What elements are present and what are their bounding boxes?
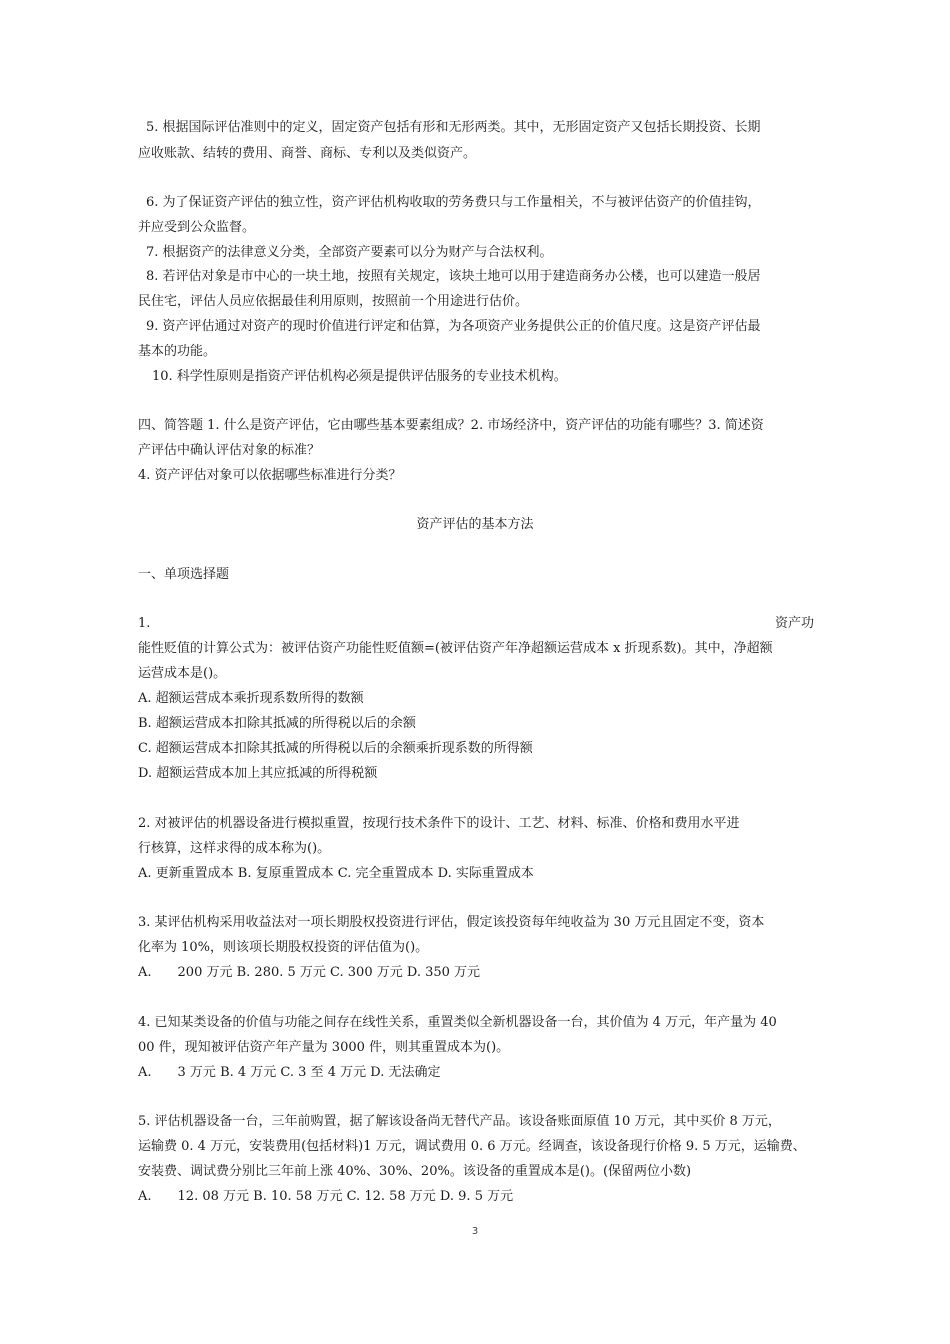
q2-line1: 2. 对被评估的机器设备进行模拟重置，按现行技术条件下的设计、工艺、材料、标准、价格和费用水平进 xyxy=(138,816,740,831)
q1-number: 1. xyxy=(138,616,151,631)
section-title: 一、单项选择题 xyxy=(138,567,230,582)
judgement-q8-line1: 8. 若评估对象是市中心的一块土地，按照有关规定，该块土地可以用于建造商务办公楼，也可以建造一般居 xyxy=(146,269,761,284)
q1-option-a: A. 超额运营成本乘折现系数所得的数额 xyxy=(138,691,364,706)
q5-option-text: 12. 08 万元 B. 10. 58 万元 C. 12. 58 万元 D. 9. 5 万元 xyxy=(177,1189,514,1204)
q4-line1: 4. 已知某类设备的价值与功能之间存在线性关系，重置类似全新机器设备一台，其价值为 4 万元，年产量为 40 xyxy=(138,1015,777,1030)
q5-line2: 运输费 0. 4 万元，安装费用(包括材料)1 万元，调试费用 0. 6 万元。经调查，该设备现行价格 9. 5 万元，运输费、 xyxy=(138,1139,806,1154)
q4-option-text: 3 万元 B. 4 万元 C. 3 至 4 万元 D. 无法确定 xyxy=(177,1065,441,1080)
judgement-q8-line2: 民住宅，评估人员应依据最佳利用原则，按照前一个用途进行估价。 xyxy=(138,294,529,309)
q5-option-label: A. xyxy=(138,1189,152,1204)
q3-option-text: 200 万元 B. 280. 5 万元 C. 300 万元 D. 350 万元 xyxy=(177,965,481,980)
judgement-q10: 10. 科学性原则是指资产评估机构必须是提供评估服务的专业技术机构。 xyxy=(152,369,567,384)
judgement-q5-line1: 5. 根据国际评估准则中的定义，固定资产包括有形和无形两类。其中，无形固定资产又包括长期投资、长期 xyxy=(146,120,761,135)
judgement-q9-line1: 9. 资产评估通过对资产的现时价值进行评定和估算，为各项资产业务提供公正的价值尺度。这是资产评估最 xyxy=(146,319,761,334)
q1-line3: 运营成本是()。 xyxy=(138,666,227,681)
page-number: 3 xyxy=(471,1226,479,1237)
q5-line3: 安装费、调试费分别比三年前上涨 40%、30%、20%。该设备的重置成本是()。(保留两位小数) xyxy=(138,1164,692,1179)
judgement-q9-line2: 基本的功能。 xyxy=(138,344,217,359)
judgement-q6-line2: 并应受到公众监督。 xyxy=(138,220,256,235)
short-answer-line3: 4. 资产评估对象可以依据哪些标准进行分类？ xyxy=(138,468,402,483)
chapter-title: 资产评估的基本方法 xyxy=(416,517,534,532)
q1-option-c: C. 超额运营成本扣除其抵减的所得税以后的余额乘折现系数的所得额 xyxy=(138,741,533,756)
q5-options xyxy=(138,1188,814,1206)
q3-option-label: A. xyxy=(138,965,152,980)
q2-options: A. 更新重置成本 B. 复原重置成本 C. 完全重置成本 D. 实际重置成本 xyxy=(138,866,534,881)
short-answer-line1: 四、简答题 1. 什么是资产评估，它由哪些基本要素组成？2. 市场经济中，资产评估的功能有哪些？3. 简述资 xyxy=(138,418,764,433)
q1-tail: 资产功 xyxy=(774,616,814,631)
q4-option-label: A. xyxy=(138,1065,152,1080)
q4-line2: 00 件，现知被评估资产年产量为 3000 件，则其重置成本为()。 xyxy=(138,1040,510,1055)
q3-options xyxy=(138,964,814,982)
judgement-q6-line1: 6. 为了保证资产评估的独立性，资产评估机构收取的劳务费只与工作量相关，不与被评估资产的价值挂钩， xyxy=(146,195,761,210)
q5-line1: 5. 评估机器设备一台，三年前购置，据了解该设备尚无替代产品。该设备账面原值 10 万元，其中买价 8 万元， xyxy=(138,1114,781,1129)
q3-line1: 3. 某评估机构采用收益法对一项长期股权投资进行评估，假定该投资每年纯收益为 30 万元且固定不变，资本 xyxy=(138,915,765,930)
judgement-q5-line2: 应收账款、结转的费用、商誉、商标、专利以及类似资产。 xyxy=(138,146,477,161)
q1-line2: 能性贬值的计算公式为：被评估资产功能性贬值额=(被评估资产年净超额运营成本 x 折现系数)。其中，净超额 xyxy=(138,641,773,656)
short-answer-line2: 产评估中确认评估对象的标准？ xyxy=(138,443,321,458)
q1-option-d: D. 超额运营成本加上其应抵减的所得税额 xyxy=(138,766,378,781)
judgement-q7: 7. 根据资产的法律意义分类，全部资产要素可以分为财产与合法权利。 xyxy=(146,245,553,260)
q4-options xyxy=(138,1064,814,1082)
q3-line2: 化率为 10%，则该项长期股权投资的评估值为()。 xyxy=(138,940,429,955)
q1-first-line xyxy=(138,615,814,633)
q2-line2: 行核算，这样求得的成本称为()。 xyxy=(138,841,331,856)
q1-option-b: B. 超额运营成本扣除其抵减的所得税以后的余额 xyxy=(138,716,416,731)
